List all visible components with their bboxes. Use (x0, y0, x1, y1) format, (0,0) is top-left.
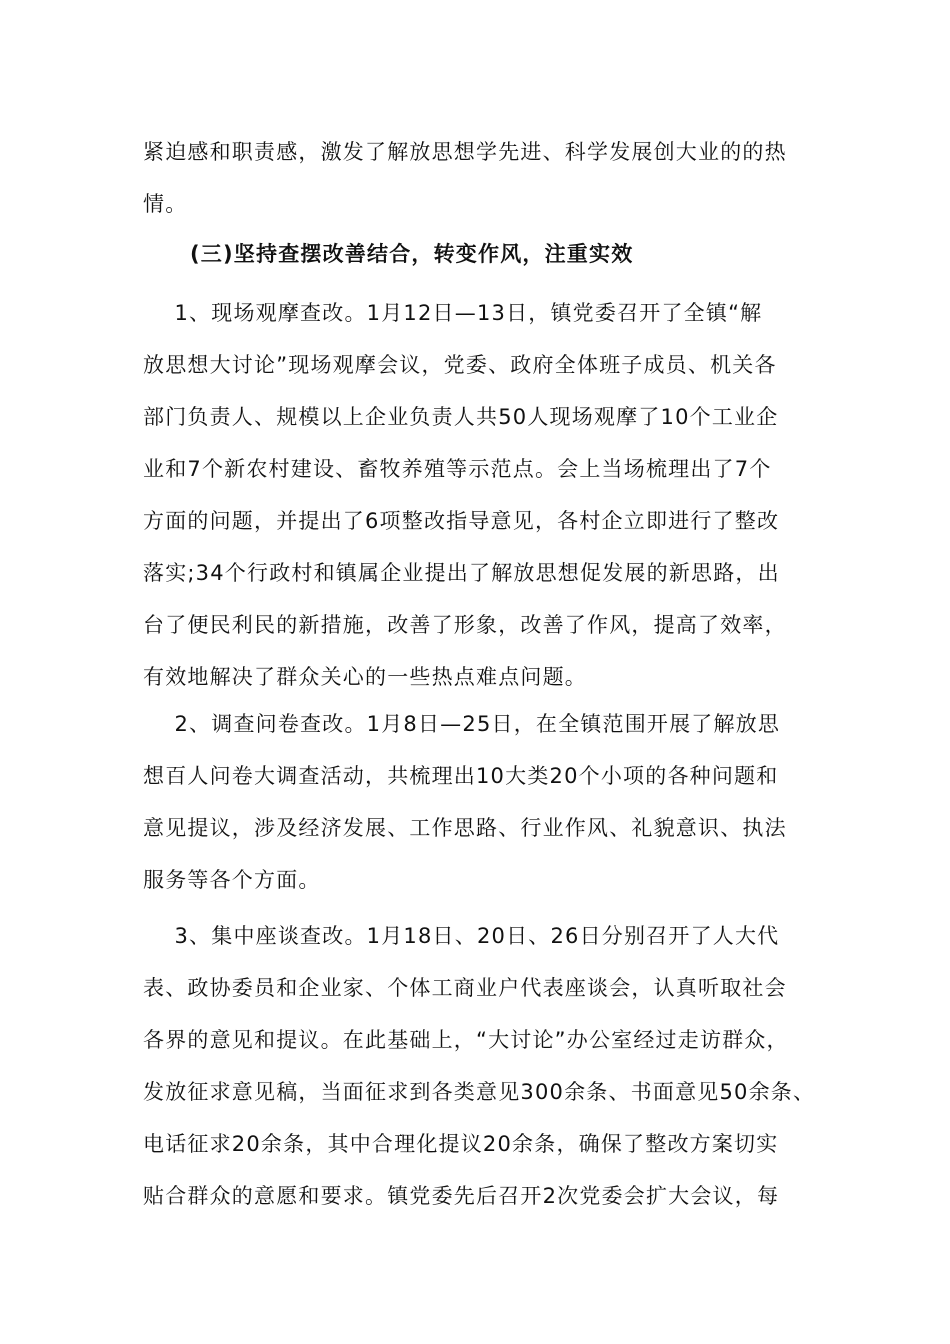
text-line: 意见提议，涉及经济发展、工作思路、行业作风、礼貌意识、执法 (143, 816, 787, 840)
text-line: 各界的意见和提议。在此基础上，“大讨论”办公室经过走访群众， (143, 1028, 789, 1052)
text-line: 贴合群众的意愿和要求。镇党委先后召开2次党委会扩大会议，每 (143, 1184, 780, 1208)
paragraph-survey (143, 698, 815, 906)
text-line: 表、政协委员和企业家、个体工商业户代表座谈会，认真听取社会 (143, 976, 787, 1000)
text-line: 部门负责人、规模以上企业负责人共50人现场观摩了10个工业企 (143, 405, 779, 429)
text-line: 落实;34个行政村和镇属企业提出了解放思想促发展的新思路，出 (143, 561, 780, 585)
text-line: 电话征求20余条，其中合理化提议20余条，确保了整改方案切实 (143, 1132, 779, 1156)
text-line: 服务等各个方面。 (143, 868, 321, 892)
paragraph-symposium (143, 910, 815, 1222)
section-heading: (三)坚持查摆改善结合，转变作风，注重实效 (190, 242, 634, 266)
text-line: 台了便民利民的新措施，改善了形象，改善了作风，提高了效率， (143, 613, 787, 637)
text-line: 业和7个新农村建设、畜牧养殖等示范点。会上当场梳理出了7个 (143, 457, 772, 481)
text-line: 1、现场观摩查改。1月12日—13日，镇党委召开了全镇“解 (143, 301, 763, 325)
text-line: 发放征求意见稿，当面征求到各类意见300余条、书面意见50余条、 (143, 1080, 816, 1104)
paragraph-site-inspection (143, 287, 815, 703)
text-line: 放思想大讨论”现场观摩会议，党委、政府全体班子成员、机关各 (143, 353, 777, 377)
text-line: 有效地解决了群众关心的一些热点难点问题。 (143, 665, 587, 689)
text-line: 方面的问题，并提出了6项整改指导意见，各村企立即进行了整改 (143, 509, 780, 533)
continuation-paragraph (143, 126, 815, 230)
text-line: 2、调查问卷查改。1月8日—25日，在全镇范围开展了解放思 (143, 712, 781, 736)
text-line: 情。 (143, 192, 188, 216)
text-line: 3、集中座谈查改。1月18日、20日、26日分别召开了人大代 (143, 924, 780, 948)
text-line: 紧迫感和职责感，激发了解放思想学先进、科学发展创大业的的热 (143, 140, 787, 164)
text-line: 想百人问卷大调查活动，共梳理出10大类20个小项的各种问题和 (143, 764, 779, 788)
